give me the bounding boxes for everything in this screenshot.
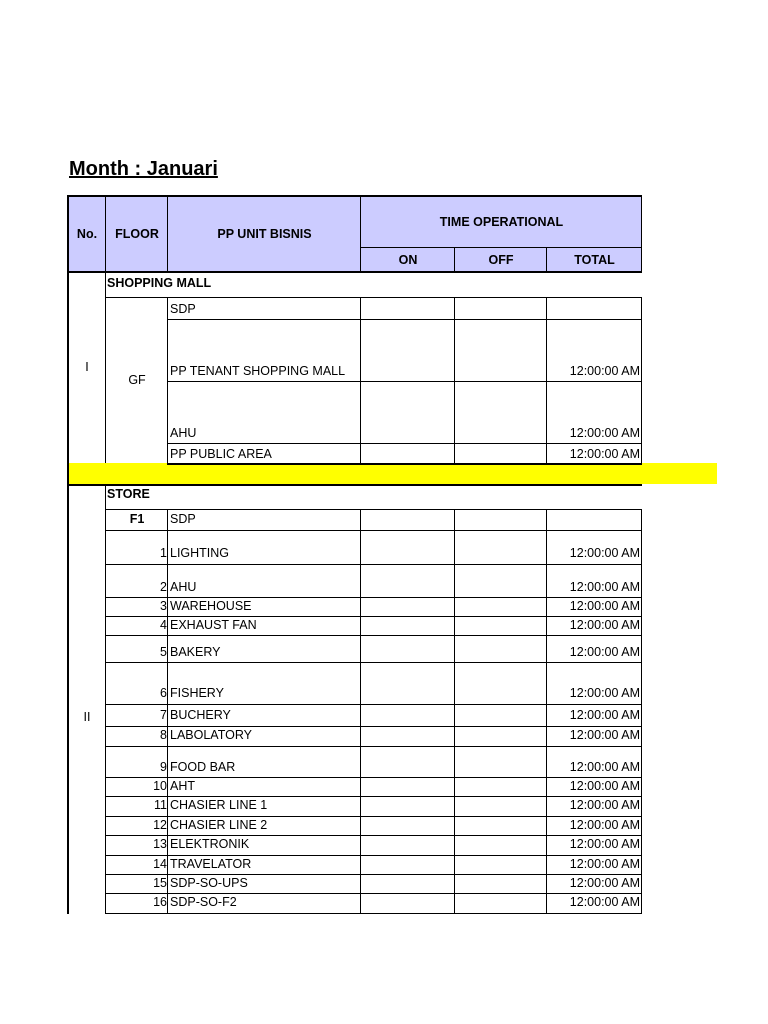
total-cell: 12:00:00 AM — [569, 580, 640, 594]
grid-line — [105, 662, 642, 663]
row-number: 13 — [153, 837, 167, 851]
grid-line — [641, 509, 642, 913]
total-cell: 12:00:00 AM — [569, 857, 640, 871]
grid-line — [167, 195, 168, 271]
grid-line — [105, 816, 642, 817]
unit-label: AHT — [170, 779, 195, 793]
grid-line — [167, 509, 168, 913]
grid-line — [105, 297, 642, 298]
total-cell: 12:00:00 AM — [569, 728, 640, 742]
unit-label: SDP-SO-UPS — [170, 876, 248, 890]
grid-line — [105, 564, 642, 565]
grid-line — [105, 271, 106, 463]
row-number: 3 — [160, 599, 167, 613]
unit-label: AHU — [170, 580, 197, 594]
grid-line — [105, 874, 642, 875]
unit-label: FISHERY — [170, 686, 224, 700]
unit-label: WAREHOUSE — [170, 599, 252, 613]
grid-line — [105, 484, 106, 913]
grid-line — [454, 247, 455, 271]
unit-label: CHASIER LINE 2 — [170, 818, 268, 832]
grid-line — [105, 726, 642, 727]
unit-label: SDP — [170, 302, 196, 316]
header-total: TOTAL — [574, 253, 615, 267]
total-cell: 12:00:00 AM — [569, 876, 640, 890]
row-number: 4 — [160, 618, 167, 632]
grid-line — [105, 530, 642, 531]
grid-line — [105, 509, 642, 510]
row-number: 8 — [160, 728, 167, 742]
unit-label: EXHAUST FAN — [170, 618, 257, 632]
header-on: ON — [398, 253, 418, 267]
grid-line — [67, 195, 69, 914]
grid-line — [105, 616, 642, 617]
total-cell: 12:00:00 AM — [569, 686, 640, 700]
grid-line — [454, 509, 455, 913]
grid-line — [360, 297, 361, 463]
total-cell: 12:00:00 AM — [569, 618, 640, 632]
grid-line — [105, 195, 106, 271]
section-separator — [68, 463, 717, 484]
row-number: 2 — [160, 580, 167, 594]
unit-label: PP TENANT SHOPPING MALL — [170, 364, 346, 378]
month-title: Month : Januari — [69, 158, 218, 180]
grid-line — [546, 247, 547, 271]
total-cell: 12:00:00 AM — [569, 546, 640, 560]
unit-label: LABOLATORY — [170, 728, 252, 742]
total-cell: 12:00:00 AM — [569, 447, 640, 461]
total-cell: 12:00:00 AM — [569, 364, 640, 378]
unit-label: AHU — [170, 426, 197, 440]
grid-line — [454, 297, 455, 463]
section-2-floor: F1 — [129, 512, 145, 526]
section-1-floor: GF — [128, 373, 146, 387]
row-number: 10 — [153, 779, 167, 793]
total-cell: 12:00:00 AM — [569, 779, 640, 793]
row-number: 11 — [154, 798, 167, 812]
unit-label: LIGHTING — [170, 546, 230, 560]
section-2-first-unit: SDP — [170, 512, 196, 526]
grid-line — [641, 195, 642, 271]
row-number: 6 — [160, 686, 167, 700]
grid-line — [360, 509, 361, 913]
grid-line — [167, 297, 168, 463]
grid-line — [641, 297, 642, 463]
header-time-operational: TIME OPERATIONAL — [439, 215, 564, 229]
grid-line — [105, 913, 642, 914]
grid-line — [105, 635, 642, 636]
grid-line — [105, 597, 642, 598]
unit-label: BAKERY — [170, 645, 221, 659]
grid-line — [167, 381, 642, 382]
grid-line — [105, 796, 642, 797]
grid-line — [167, 463, 642, 465]
unit-label: CHASIER LINE 1 — [170, 798, 268, 812]
grid-line — [105, 704, 642, 705]
unit-label: ELEKTRONIK — [170, 837, 250, 851]
header-no: No. — [76, 227, 98, 241]
total-cell: 12:00:00 AM — [569, 645, 640, 659]
row-number: 14 — [153, 857, 167, 871]
total-cell: 12:00:00 AM — [569, 426, 640, 440]
grid-line — [68, 195, 642, 197]
total-cell: 12:00:00 AM — [569, 599, 640, 613]
total-cell: 12:00:00 AM — [569, 708, 640, 722]
row-number: 9 — [160, 760, 167, 774]
total-cell: 12:00:00 AM — [569, 837, 640, 851]
total-cell: 12:00:00 AM — [569, 818, 640, 832]
grid-line — [105, 855, 642, 856]
header-off: OFF — [488, 253, 514, 267]
row-number: 12 — [153, 818, 167, 832]
unit-label: FOOD BAR — [170, 760, 236, 774]
grid-line — [361, 247, 642, 248]
grid-line — [105, 777, 642, 778]
row-number: 5 — [160, 645, 167, 659]
section-1-title: SHOPPING MALL — [107, 276, 212, 290]
grid-line — [105, 835, 642, 836]
row-number: 15 — [153, 876, 167, 890]
grid-line — [68, 484, 642, 486]
section-2-no: II — [83, 710, 91, 724]
grid-line — [105, 893, 642, 894]
section-2-title: STORE — [107, 487, 150, 501]
grid-line — [167, 319, 642, 320]
total-cell: 12:00:00 AM — [569, 895, 640, 909]
row-number: 7 — [160, 708, 167, 722]
row-number: 1 — [160, 546, 167, 560]
grid-line — [360, 195, 361, 271]
header-floor: FLOOR — [115, 227, 159, 241]
total-cell: 12:00:00 AM — [569, 760, 640, 774]
unit-label: TRAVELATOR — [170, 857, 252, 871]
header-unit: PP UNIT BISNIS — [217, 227, 312, 241]
unit-label: BUCHERY — [170, 708, 231, 722]
grid-line — [68, 271, 642, 273]
grid-line — [105, 746, 642, 747]
grid-line — [546, 297, 547, 463]
unit-label: SDP-SO-F2 — [170, 895, 237, 909]
unit-label: PP PUBLIC AREA — [170, 447, 272, 461]
total-cell: 12:00:00 AM — [569, 798, 640, 812]
row-number: 16 — [153, 895, 167, 909]
section-1-no: I — [85, 360, 89, 374]
grid-line — [167, 443, 642, 444]
grid-line — [546, 509, 547, 913]
